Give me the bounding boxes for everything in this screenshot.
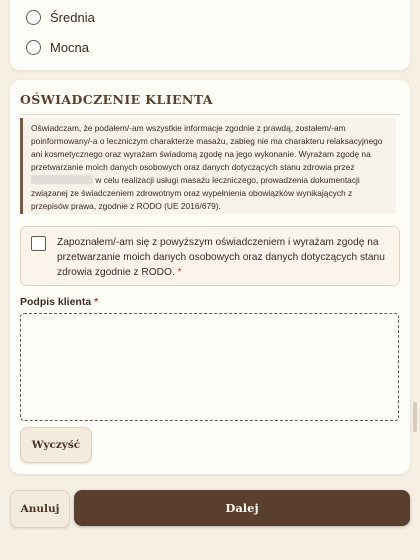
statement-text [20,118,396,214]
radio-label: Średnia [50,10,95,25]
statement-text-part1: Oświadczam, że podałem/-am wszystkie informacje zgodnie z prawdą, zostałem/-am poinformowany/-a o leczniczym charakterze masażu, zabieg nie ma charakteru relaksacyjnego ani kosmetycznego oraz wyrażam świadomą zgodę na jego wykonanie. Wyrażam zgodę na przetwarzanie moich danych osobowych oraz danych dotyczących stanu zdrowia przez [31,123,383,172]
scrollbar[interactable] [413,402,417,432]
radio-button[interactable] [26,40,41,55]
signature-pad[interactable] [20,313,399,421]
signature-label [20,296,98,308]
section-title: OŚWIADCZENIE KLIENTA [20,92,213,107]
radio-button[interactable] [26,10,41,25]
statement-card [10,80,410,474]
consent-box[interactable] [20,226,400,286]
redacted-company-name [31,175,93,184]
consent-label-text: Zapoznałem/-am się z powyższym oświadczeniem i wyrażam zgodę na przetwarzanie moich danych osobowych oraz danych dotyczących stanu zdrowia zgodnie z RODO. [57,237,385,278]
radio-label: Mocna [50,40,90,55]
clear-signature-button[interactable]: Wyczyść [20,427,92,463]
divider [20,114,400,115]
radio-option-srednia[interactable] [26,10,95,25]
signature-label-text: Podpis klienta [20,296,92,308]
required-mark: * [177,267,182,278]
cancel-button[interactable]: Anuluj [10,490,70,528]
radio-option-mocna[interactable] [26,40,89,55]
intensity-card [10,0,410,70]
consent-checkbox[interactable] [31,236,46,251]
required-mark: * [94,296,99,308]
next-button[interactable]: Dalej [74,490,410,526]
statement-text-part2: w celu realizacji usługi masażu leczniczego, prowadzenia dokumentacji związanej ze świadczeniem zdrowotnym oraz wypełnienia obowiązków wynikających z przepisów prawa, zgodnie z RODO (UE 2016/679). [31,175,360,211]
consent-label [57,235,389,280]
